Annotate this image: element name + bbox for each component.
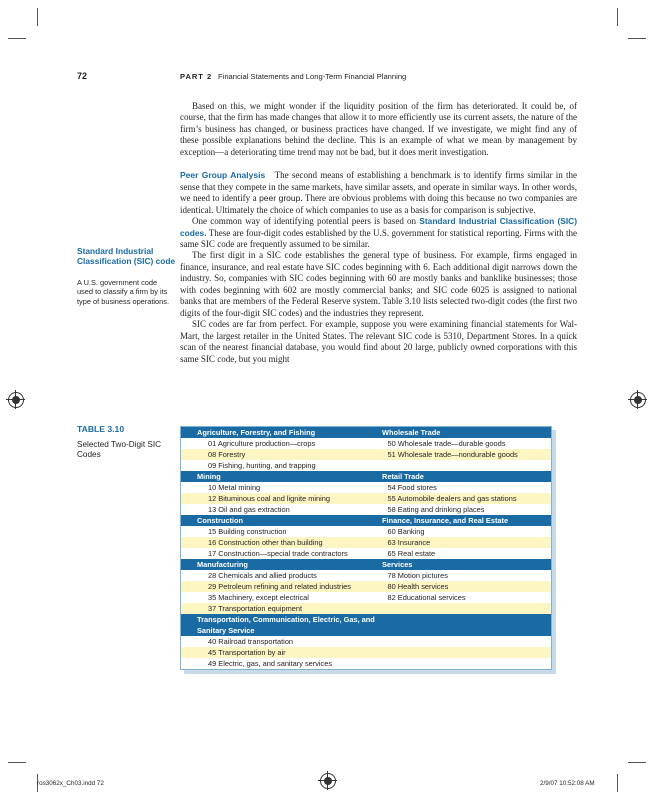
table-cell-left: 37 Transportation equipment [181,603,372,614]
table-cell-left: Manufacturing [181,559,366,570]
table-cell-right [372,647,552,658]
table-row [181,449,551,460]
table-cell-left: 45 Transportation by air [181,647,372,658]
table-cell-right: 51 Wholesale trade—nondurable goods [372,449,552,460]
crop-mark [8,762,26,763]
paragraph: The first digit in a SIC code establishes the general type of business. For example, firms engaged in finance, insurance, and real estate have SIC codes beginning with 6. Each additional digit narrows down the industry. So, companies with SIC codes beginning with 60 are mostly banks and banklike businesses; those with codes beginning with 602 are mostly commercial banks; and SIC code 6025 is assigned to national banks that are members of the Federal Reserve system. Table 3.10 lists selected two-digit codes (the first two digits of the four-digit SIC codes) and the industries they represent. [180,250,577,318]
table-cell-left: Transportation, Communication, Electric, Gas, and Sanitary Service [197,615,375,635]
table-cell-right: Wholesale Trade [366,427,551,438]
table-cell-right [372,658,552,669]
table-cell-right: 80 Health services [372,581,552,592]
table-cell-right: 63 Insurance [372,537,552,548]
table-cell-right: 54 Food stores [372,482,552,493]
paragraph: One common way of identifying potential peers is based on Standard Industrial Classification (SIC) codes. These are four-digit codes established by the U.S. government for statistical reporting. Firms with the same SIC code are frequently assumed to be similar. [180,216,577,249]
table-cell-right: 78 Motion pictures [372,570,552,581]
table-cell-right: 65 Real estate [372,548,552,559]
table-row [181,658,551,669]
table-cell-right: 50 Wholesale trade—durable goods [372,438,552,449]
table-cell-left: 29 Petroleum refining and related industries [181,581,372,592]
table-header-row [181,559,551,570]
table-cell-left: 13 Oil and gas extraction [181,504,372,515]
table-cell-left: 09 Fishing, hunting, and trapping [181,460,372,471]
table-cell-left: Agriculture, Forestry, and Fishing [181,427,366,438]
table-cell-right: 82 Educational services [372,592,552,603]
table-row [181,526,551,537]
table-row [181,493,551,504]
table-cell-left: 35 Machinery, except electrical [181,592,372,603]
paragraph: SIC codes are far from perfect. For example, suppose you were examining financial statements for Wal-Mart, the largest retailer in the United States. The relevant SIC code is 5310, Department Stores. In a quick scan of the nearest financial database, you would find about 20 large, publicly owned corporations with this same SIC code, but you might [180,319,577,364]
table-cell-left: 10 Metal mining [181,482,372,493]
paragraph: Based on this, we might wonder if the liquidity position of the firm has deteriorated. It could be, of course, that the firm has made changes that allow it to more efficiently use its current assets, the nature of the firm’s business has changed, or business practices have changed. If we investigate, we might find any of these possible explanations behind the decline. This is an example of what we mean by management by exception—a deteriorating time trend may not be bad, but it does merit investigation. [180,101,577,157]
table-row [181,548,551,559]
table-header-row [181,427,551,438]
table-cell-left: 28 Chemicals and allied products [181,570,372,581]
table-cell-left: 16 Construction other than building [181,537,372,548]
footer-filename: ros3062x_Ch03.indd 72 [37,780,104,787]
margin-definition: A U.S. government code used to classify a firm by its type of business operations. [77,278,170,306]
table-cell-left: 17 Construction—special trade contractors [181,548,372,559]
table-cell-right: Retail Trade [366,471,551,482]
crop-mark [628,762,646,763]
table-row [181,460,551,471]
table-row [181,537,551,548]
table-cell-left: 49 Electric, gas, and sanitary services [181,658,372,669]
table-cell-left: 40 Railroad transportation [181,636,372,647]
table-row [181,592,551,603]
table-row [181,603,551,614]
table-cell-right: Finance, Insurance, and Real Estate [366,515,551,526]
table-cell-left: 01 Agriculture production—crops [181,438,372,449]
table-cell-right: Services [366,559,551,570]
paragraph: Peer Group Analysis The second means of establishing a benchmark is to identify firms similar in the sense that they compete in the same markets, have similar assets, and operate in similar ways. In other words, we need to identify a peer group. There are obvious problems with doing this because no two companies are identical. Ultimately the choice of which companies to use as a basis for comparison is subjective. [180,170,578,215]
table-row [181,570,551,581]
table-row [181,581,551,592]
section-heading: Peer Group Analysis [180,170,266,181]
table-header-row [181,471,551,482]
margin-term: Standard Industrial Classification (SIC) code [77,246,176,266]
table-header-row [181,515,551,526]
table-cell-left: 15 Building construction [181,526,372,537]
table-cell-left: 08 Forestry [181,449,372,460]
registration-mark-icon [320,773,336,789]
part-label: PART 2 [180,72,213,81]
page-number: 72 [77,71,88,81]
crop-mark [617,774,618,792]
registration-mark-icon [630,392,646,408]
table-row [181,636,551,647]
part-title: Financial Statements and Long-Term Financial Planning [218,72,407,81]
inline-term: peer group [259,193,301,204]
table-cell-left: Construction [181,515,366,526]
sic-code-table [180,426,552,670]
table-row [181,438,551,449]
table-cell-right [372,603,552,614]
table-row [181,482,551,493]
body-text [180,101,577,365]
table-header-row [181,614,551,636]
table-cell-right [372,460,552,471]
table-cell-right: 60 Banking [372,526,552,537]
crop-mark [8,38,26,39]
crop-mark [617,8,618,26]
registration-mark-icon [8,392,24,408]
table-label: TABLE 3.10 [77,424,125,434]
table-row [181,504,551,515]
table-cell-right: 58 Eating and drinking places [372,504,552,515]
footer-timestamp: 2/9/07 10:52:08 AM [540,780,595,787]
table-cell-right: 55 Automobile dealers and gas stations [372,493,552,504]
crop-mark [37,8,38,26]
table-row [181,647,551,658]
table-caption: Selected Two-Digit SIC Codes [77,440,162,460]
table-cell-left: 12 Bituminous coal and lignite mining [181,493,372,504]
key-term: Standard Industrial Classification (SIC) codes. [180,216,577,238]
crop-mark [628,38,646,39]
table-cell-right [372,636,552,647]
table-cell-left: Mining [181,471,366,482]
table-cell-right [397,615,551,636]
